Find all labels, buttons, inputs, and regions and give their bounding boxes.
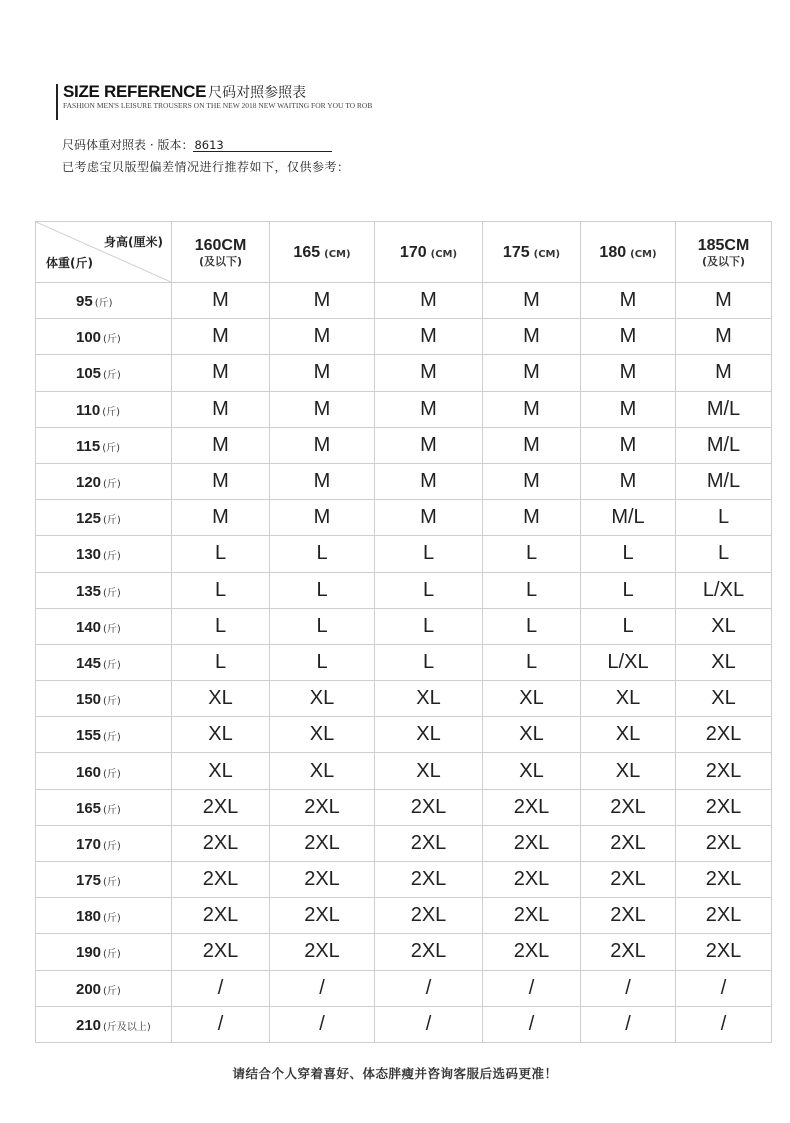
size-cell: 2XL (581, 825, 676, 861)
size-cell: M/L (581, 500, 676, 536)
column-header-unit: (CM) (324, 249, 351, 260)
size-cell: 2XL (483, 825, 581, 861)
column-header-note: (及以下) (701, 254, 746, 268)
size-cell: M (270, 427, 375, 463)
size-cell: / (375, 970, 483, 1006)
weight-cell (36, 789, 172, 825)
size-cell: L (483, 572, 581, 608)
weight-cell (36, 934, 172, 970)
size-cell: L (375, 644, 483, 680)
weight-cell (36, 391, 172, 427)
column-header-value: 170 (399, 244, 427, 261)
size-cell: L/XL (581, 644, 676, 680)
size-cell: L (270, 644, 375, 680)
size-cell: M (483, 391, 581, 427)
size-cell: 2XL (676, 934, 772, 970)
weight-cell (36, 319, 172, 355)
size-cell: L (483, 536, 581, 572)
column-header-unit: (CM) (630, 249, 657, 260)
size-cell: / (483, 1006, 581, 1042)
weight-cell (36, 970, 172, 1006)
weight-unit: (斤) (103, 985, 121, 997)
weight-value: 155 (76, 727, 102, 745)
weight-value: 180 (76, 908, 102, 926)
size-cell: 2XL (483, 862, 581, 898)
size-table (35, 221, 772, 1043)
size-cell: L (172, 608, 270, 644)
size-cell: M (270, 500, 375, 536)
size-cell: XL (483, 753, 581, 789)
size-cell: M (676, 355, 772, 391)
size-cell: M (172, 283, 270, 319)
size-cell: 2XL (172, 898, 270, 934)
column-header-value: 185CM (697, 236, 750, 254)
size-cell: 2XL (172, 825, 270, 861)
version-value: 8613 (193, 139, 332, 152)
weight-cell (36, 500, 172, 536)
size-cell: 2XL (676, 717, 772, 753)
weight-unit: (斤) (103, 913, 121, 925)
version-label: 尺码体重对照表 · 版本： (62, 138, 194, 152)
size-cell: 2XL (172, 862, 270, 898)
size-cell: 2XL (375, 789, 483, 825)
size-cell: M (581, 391, 676, 427)
size-cell: M (172, 319, 270, 355)
size-cell: M (483, 355, 581, 391)
size-cell: 2XL (676, 789, 772, 825)
size-cell: XL (270, 753, 375, 789)
table-row (36, 319, 772, 355)
size-cell: L (581, 608, 676, 644)
size-cell: 2XL (676, 862, 772, 898)
weight-value: 175 (76, 872, 102, 890)
weight-unit: (斤) (103, 804, 121, 816)
size-cell: XL (270, 681, 375, 717)
table-row (36, 1006, 772, 1042)
size-cell: XL (270, 717, 375, 753)
weight-cell (36, 608, 172, 644)
size-cell: 2XL (581, 898, 676, 934)
size-cell: XL (676, 644, 772, 680)
size-cell: / (676, 1006, 772, 1042)
column-header-height (581, 222, 676, 283)
size-cell: 2XL (483, 934, 581, 970)
column-header-height (676, 222, 772, 283)
size-cell: M (676, 319, 772, 355)
table-row (36, 391, 772, 427)
page-subtitle: FASHION MEN'S LEISURE TROUSERS ON THE NEW 2018 NEW WAITING FOR YOU TO ROB (63, 101, 373, 110)
size-cell: 2XL (270, 898, 375, 934)
version-line (62, 136, 332, 153)
size-cell: M (172, 463, 270, 499)
size-cell: M (270, 319, 375, 355)
size-cell: 2XL (375, 934, 483, 970)
column-header-height (375, 222, 483, 283)
table-row (36, 283, 772, 319)
column-header-unit: (CM) (533, 249, 561, 260)
size-cell: 2XL (270, 862, 375, 898)
weight-unit: (斤) (103, 515, 121, 527)
table-row (36, 970, 772, 1006)
weight-value: 100 (76, 329, 102, 347)
size-cell: XL (483, 681, 581, 717)
size-cell: L (375, 572, 483, 608)
size-cell: 2XL (483, 789, 581, 825)
size-cell: M (483, 283, 581, 319)
table-row (36, 753, 772, 789)
size-cell: M/L (676, 391, 772, 427)
size-cell: M (375, 283, 483, 319)
title-chinese: 尺码对照参照表 (208, 85, 307, 101)
weight-value: 95 (76, 293, 93, 311)
size-cell: XL (581, 717, 676, 753)
size-cell: / (172, 1006, 270, 1042)
table-row (36, 934, 772, 970)
weight-value: 115 (76, 437, 101, 455)
size-cell: / (172, 970, 270, 1006)
weight-unit: (斤) (103, 696, 121, 708)
table-row (36, 355, 772, 391)
size-cell: M (483, 319, 581, 355)
table-row (36, 572, 772, 608)
table-row (36, 825, 772, 861)
size-cell: M (581, 427, 676, 463)
corner-header-cell (36, 222, 172, 283)
weight-axis-label: 体重(斤) (46, 256, 93, 270)
size-cell: / (483, 970, 581, 1006)
size-cell: XL (581, 681, 676, 717)
table-header-row (36, 222, 772, 283)
weight-cell (36, 753, 172, 789)
size-cell: 2XL (676, 753, 772, 789)
size-cell: M (270, 355, 375, 391)
size-cell: 2XL (375, 898, 483, 934)
size-cell: M (483, 427, 581, 463)
size-cell: / (676, 970, 772, 1006)
size-cell: L (172, 536, 270, 572)
weight-cell (36, 862, 172, 898)
size-cell: 2XL (375, 862, 483, 898)
weight-unit: (斤及以上) (103, 1021, 151, 1033)
weight-unit: (斤) (94, 298, 113, 310)
weight-cell (36, 825, 172, 861)
weight-value: 105 (76, 365, 102, 383)
size-cell: M (375, 391, 483, 427)
size-cell: L (483, 644, 581, 680)
weight-unit: (斤) (103, 479, 121, 491)
size-cell: M (172, 391, 270, 427)
weight-cell (36, 536, 172, 572)
size-cell: M (581, 319, 676, 355)
column-header-value: 165 (293, 244, 321, 261)
size-cell: XL (172, 717, 270, 753)
diagonal-divider (36, 222, 171, 282)
table-row (36, 789, 772, 825)
table-row (36, 500, 772, 536)
page-title (63, 82, 306, 102)
weight-unit: (斤) (102, 442, 121, 454)
size-cell: XL (172, 753, 270, 789)
size-cell: L (581, 572, 676, 608)
size-cell: 2XL (270, 825, 375, 861)
size-cell: 2XL (483, 898, 581, 934)
weight-cell (36, 355, 172, 391)
size-cell: M (270, 283, 375, 319)
weight-unit: (斤) (103, 370, 121, 382)
weight-value: 145 (76, 654, 102, 672)
size-cell: 2XL (581, 862, 676, 898)
size-cell: M/L (676, 463, 772, 499)
table-row (36, 463, 772, 499)
weight-value: 170 (76, 835, 102, 853)
size-cell: M (270, 391, 375, 427)
size-cell: 2XL (581, 789, 676, 825)
size-cell: M (172, 427, 270, 463)
column-header-height (172, 222, 270, 283)
size-cell: M (172, 500, 270, 536)
column-header-value: 180 (599, 244, 627, 261)
weight-value: 190 (76, 944, 102, 962)
weight-unit: (斤) (102, 406, 121, 418)
weight-unit: (斤) (103, 334, 121, 346)
weight-value: 165 (76, 799, 102, 817)
size-cell: L (375, 536, 483, 572)
size-cell: / (581, 970, 676, 1006)
size-cell: 2XL (375, 825, 483, 861)
table-row (36, 898, 772, 934)
size-cell: 2XL (270, 789, 375, 825)
size-cell: L/XL (676, 572, 772, 608)
weight-cell (36, 463, 172, 499)
weight-cell (36, 283, 172, 319)
table-row (36, 536, 772, 572)
weight-value: 135 (76, 582, 102, 600)
weight-value: 200 (76, 980, 102, 998)
weight-value: 140 (76, 618, 102, 636)
table-row (36, 608, 772, 644)
size-cell: 2XL (676, 898, 772, 934)
weight-value: 160 (76, 763, 102, 781)
table-row (36, 427, 772, 463)
column-header-value: 160CM (194, 236, 247, 254)
size-cell: XL (483, 717, 581, 753)
weight-cell (36, 427, 172, 463)
footer-note: 请结合个人穿着喜好、体态胖瘦并咨询客服后选码更准！ (232, 1066, 558, 1081)
size-cell: L (270, 608, 375, 644)
weight-value: 130 (76, 546, 102, 564)
weight-cell (36, 1006, 172, 1042)
height-axis-label: 身高(厘米) (104, 235, 163, 249)
size-cell: / (270, 970, 375, 1006)
size-cell: / (581, 1006, 676, 1042)
column-header-note: (及以下) (198, 254, 243, 268)
size-cell: L (581, 536, 676, 572)
column-header-unit: (CM) (430, 249, 458, 260)
table-body (36, 283, 772, 1043)
size-cell: XL (375, 681, 483, 717)
size-cell: XL (676, 681, 772, 717)
size-cell: 2XL (676, 825, 772, 861)
size-cell: M (375, 500, 483, 536)
size-cell: M (375, 427, 483, 463)
weight-unit: (斤) (103, 768, 121, 780)
size-cell: M (483, 500, 581, 536)
weight-cell (36, 681, 172, 717)
size-cell: L (676, 536, 772, 572)
size-cell: M (375, 463, 483, 499)
size-cell: L (676, 500, 772, 536)
size-cell: XL (375, 753, 483, 789)
size-cell: L (483, 608, 581, 644)
header-accent-bar (56, 84, 58, 120)
size-cell: 2XL (172, 789, 270, 825)
size-cell: XL (375, 717, 483, 753)
size-cell: 2XL (581, 934, 676, 970)
weight-unit: (斤) (103, 877, 121, 889)
weight-cell (36, 898, 172, 934)
table-row (36, 717, 772, 753)
weight-cell (36, 717, 172, 753)
weight-value: 150 (76, 691, 102, 709)
size-cell: M (483, 463, 581, 499)
weight-unit: (斤) (103, 949, 121, 961)
weight-unit: (斤) (103, 623, 121, 635)
weight-unit: (斤) (103, 659, 121, 671)
weight-unit: (斤) (103, 587, 121, 599)
size-cell: XL (172, 681, 270, 717)
size-cell: M (581, 463, 676, 499)
size-cell: M (172, 355, 270, 391)
size-cell: M (581, 283, 676, 319)
column-header-height (270, 222, 375, 283)
weight-value: 120 (76, 474, 102, 492)
recommendation-note: 已考虑宝贝版型偏差情况进行推荐如下，仅供参考： (62, 160, 350, 174)
column-header-height (483, 222, 581, 283)
size-cell: 2XL (270, 934, 375, 970)
table-row (36, 681, 772, 717)
weight-unit: (斤) (103, 840, 121, 852)
size-cell: M (375, 355, 483, 391)
size-cell: M/L (676, 427, 772, 463)
table-row (36, 862, 772, 898)
size-cell: M (676, 283, 772, 319)
weight-value: 110 (76, 401, 101, 419)
size-cell: L (375, 608, 483, 644)
table-row (36, 644, 772, 680)
weight-cell (36, 644, 172, 680)
size-cell: L (270, 572, 375, 608)
weight-unit: (斤) (103, 732, 121, 744)
size-cell: M (375, 319, 483, 355)
size-cell: / (270, 1006, 375, 1042)
size-cell: L (172, 644, 270, 680)
size-cell: M (270, 463, 375, 499)
title-english: SIZE REFERENCE (63, 82, 207, 101)
column-header-value: 175 (502, 244, 530, 261)
size-cell: XL (676, 608, 772, 644)
weight-value: 125 (76, 510, 102, 528)
size-cell: M (581, 355, 676, 391)
size-cell: / (375, 1006, 483, 1042)
weight-unit: (斤) (103, 551, 121, 563)
weight-value: 210 (76, 1016, 102, 1034)
weight-cell (36, 572, 172, 608)
size-cell: L (172, 572, 270, 608)
size-cell: L (270, 536, 375, 572)
size-cell: 2XL (172, 934, 270, 970)
size-cell: XL (581, 753, 676, 789)
